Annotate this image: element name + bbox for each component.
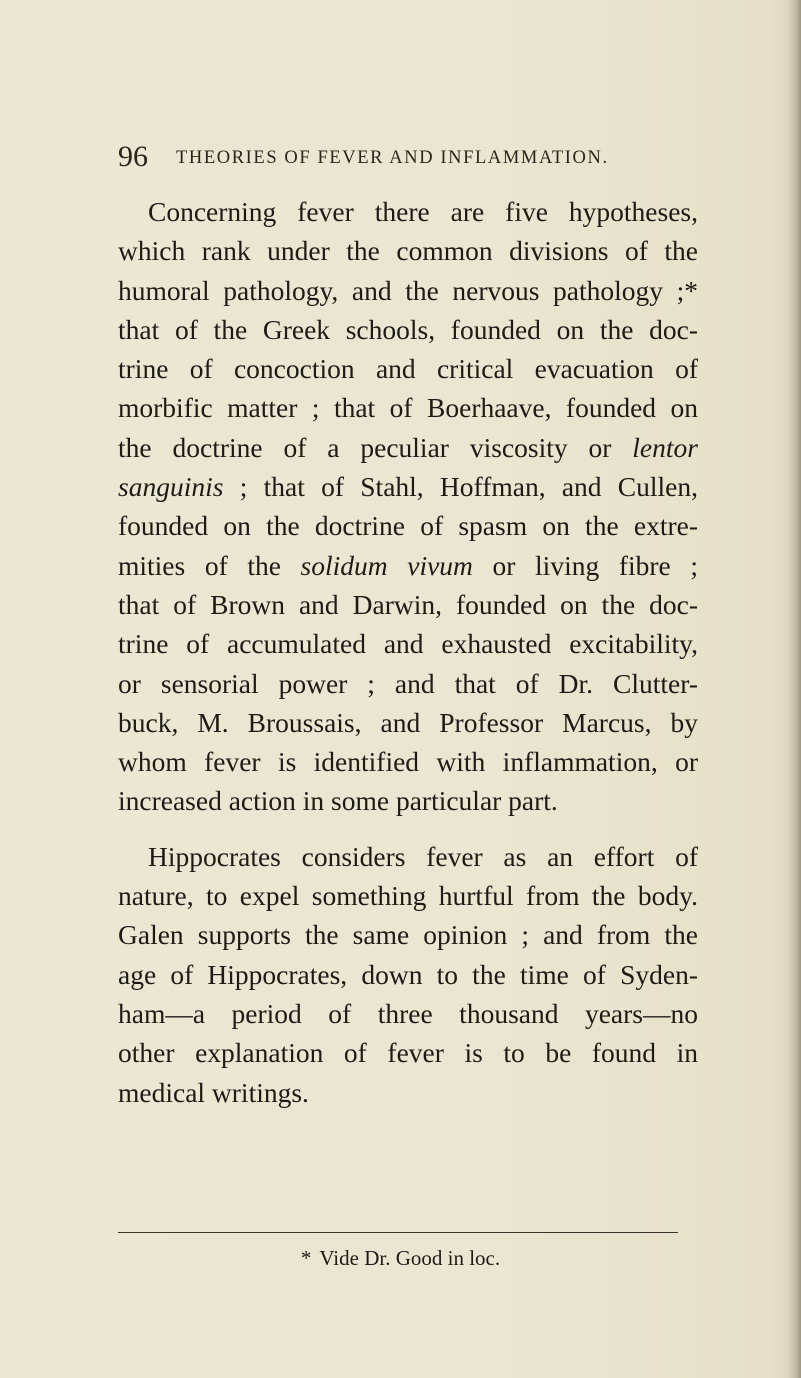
text-line: that of Brown and Darwin, founded on the doc-	[118, 588, 698, 620]
text-line: morbific matter ; that of Boerhaave, founded on	[118, 392, 698, 424]
page-number: 96	[118, 140, 148, 173]
text-line: the doctrine of a peculiar viscosity or lentor	[118, 431, 698, 463]
text-line: age of Hippocrates, down to the time of Syden-	[118, 958, 698, 990]
text-line: sanguinis ; that of Stahl, Hoffman, and Cullen,	[118, 471, 698, 503]
text-line: which rank under the common divisions of the	[118, 235, 698, 267]
text-line: or sensorial power ; and that of Dr. Clutter-	[118, 667, 698, 699]
text-line: mities of the solidum vivum or living fibre ;	[118, 549, 698, 581]
footnote-text: Vide Dr. Good in loc.	[319, 1246, 501, 1270]
text-line: Galen supports the same opinion ; and from the	[118, 919, 698, 951]
text-line: that of the Greek schools, founded on the doc-	[118, 313, 698, 345]
running-head	[118, 140, 698, 180]
text-line: buck, M. Broussais, and Professor Marcus, by	[118, 706, 698, 738]
italic-term: lentor	[632, 431, 698, 463]
paragraph-gap	[118, 821, 698, 837]
text-line: Hippocrates considers fever as an effort of	[148, 840, 698, 872]
footnote-mark: *	[300, 1246, 312, 1270]
text-line: whom fever is identified with inflammation, or	[118, 746, 698, 778]
page-edge-shadow	[787, 0, 801, 1378]
text-line: trine of concoction and critical evacuation of	[118, 353, 698, 385]
text-line: Concerning fever there are five hypotheses,	[148, 196, 698, 227]
footnote-rule	[118, 1232, 678, 1233]
text-line: nature, to expel something hurtful from the body.	[118, 880, 698, 912]
text-line: other explanation of fever is to be found in	[118, 1037, 698, 1069]
body-text	[118, 192, 698, 1112]
text-line: ham—a period of three thousand years—no	[118, 997, 698, 1029]
text-line: medical writings.	[118, 1076, 309, 1108]
text-line: humoral pathology, and the nervous pathology ;*	[118, 274, 698, 306]
italic-term: sanguinis	[118, 471, 224, 503]
text-line: increased action in some particular part.	[118, 785, 558, 817]
text-line: trine of accumulated and exhausted excitability,	[118, 628, 698, 660]
running-title: THEORIES OF FEVER AND INFLAMMATION.	[176, 148, 609, 168]
footnote	[0, 1246, 801, 1271]
text-line: founded on the doctrine of spasm on the extre-	[118, 510, 698, 542]
italic-term: solidum vivum	[300, 549, 473, 581]
